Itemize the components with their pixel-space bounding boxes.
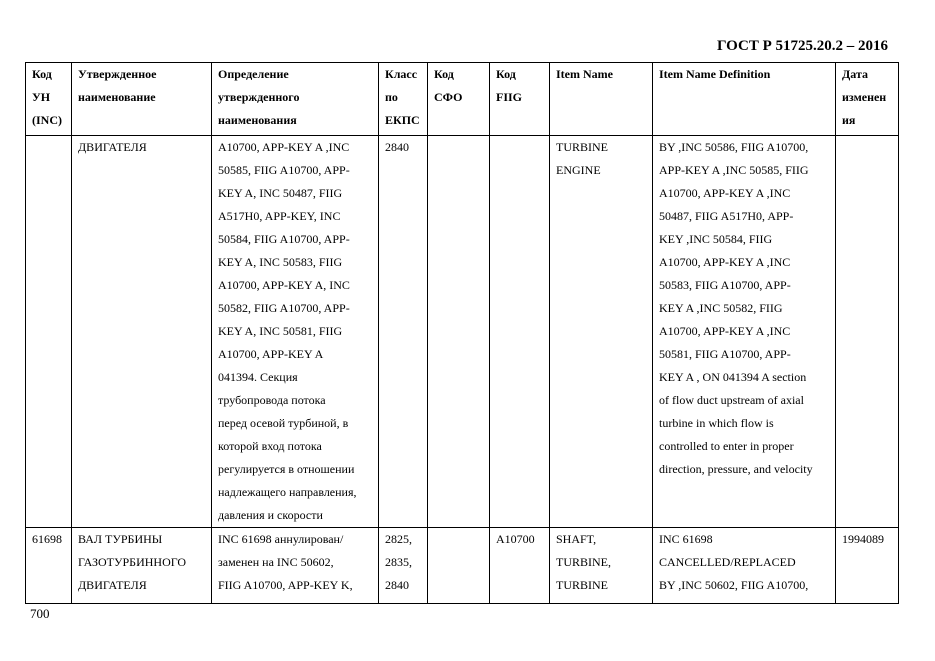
- table-cell: [550, 136, 653, 528]
- table-cell: [836, 136, 899, 528]
- cell-line: 2840: [385, 578, 409, 592]
- cell-line: ДВИГАТЕЛЯ: [78, 140, 147, 154]
- header-line: УН: [32, 90, 51, 104]
- cell-line: A10700, APP-KEY A ,INC: [218, 140, 350, 154]
- column-header: [428, 63, 490, 136]
- cell-line: 2835,: [385, 555, 412, 569]
- cell-line: A10700, APP-KEY A ,INC: [659, 324, 791, 338]
- column-header: [72, 63, 212, 136]
- cell-line: KEY A, INC 50487, FIIG: [218, 186, 343, 200]
- cell-line: трубопровода потока: [218, 393, 326, 407]
- header-line: ия: [842, 113, 856, 127]
- column-header: [26, 63, 72, 136]
- table-cell: [72, 136, 212, 528]
- cell-line: SHAFT,: [556, 532, 597, 546]
- table-cell: [212, 136, 379, 528]
- table-cell: [212, 528, 379, 604]
- cell-line: 2825,: [385, 532, 412, 546]
- header-line: Утвержденное: [78, 67, 157, 81]
- cell-line: INC 61698 аннулирован/: [218, 532, 344, 546]
- cell-line: A10700, APP-KEY A, INC: [218, 278, 350, 292]
- cell-line: ГАЗОТУРБИННОГО: [78, 555, 187, 569]
- cell-line: BY ,INC 50602, FIIG A10700,: [659, 578, 809, 592]
- cell-line: 50585, FIIG A10700, APP-: [218, 163, 350, 177]
- cell-line: 041394. Секция: [218, 370, 298, 384]
- header-line: Код: [496, 67, 516, 81]
- column-header: [550, 63, 653, 136]
- table-cell: [428, 528, 490, 604]
- cell-line: A10700, APP-KEY A ,INC: [659, 186, 791, 200]
- cell-line: 50583, FIIG A10700, APP-: [659, 278, 791, 292]
- cell-line: которой вход потока: [218, 439, 322, 453]
- cell-line: controlled to enter in proper: [659, 439, 794, 453]
- header-line: Item Name Definition: [659, 67, 771, 81]
- cell-line: APP-KEY A ,INC 50585, FIIG: [659, 163, 809, 177]
- cell-line: of flow duct upstream of axial: [659, 393, 804, 407]
- header-line: наименование: [78, 90, 156, 104]
- cell-line: A10700, APP-KEY A ,INC: [659, 255, 791, 269]
- table-cell: [836, 528, 899, 604]
- cell-line: регулируется в отношении: [218, 462, 355, 476]
- header-line: утвержденного: [218, 90, 300, 104]
- cell-line: надлежащего направления,: [218, 485, 357, 499]
- cell-line: A10700, APP-KEY A: [218, 347, 324, 361]
- cell-line: 2840: [385, 140, 409, 154]
- cell-line: INC 61698: [659, 532, 713, 546]
- header-line: Item Name: [556, 67, 613, 81]
- table-cell: [653, 528, 836, 604]
- cell-line: KEY A ,INC 50582, FIIG: [659, 301, 783, 315]
- header-line: ЕКПС: [385, 113, 420, 127]
- cell-line: A517H0, APP-KEY, INC: [218, 209, 341, 223]
- cell-line: A10700: [496, 532, 535, 546]
- header-line: (INC): [32, 113, 62, 127]
- table-cell: [653, 136, 836, 528]
- cell-line: FIIG A10700, APP-KEY K,: [218, 578, 353, 592]
- data-table: [25, 62, 899, 604]
- cell-line: TURBINE,: [556, 555, 611, 569]
- cell-line: CANCELLED/REPLACED: [659, 555, 796, 569]
- cell-line: KEY ,INC 50584, FIIG: [659, 232, 773, 246]
- header-line: изменен: [842, 90, 887, 104]
- page-number: 700: [30, 606, 50, 621]
- column-header: [836, 63, 899, 136]
- cell-line: 50581, FIIG A10700, APP-: [659, 347, 791, 361]
- table-cell: [72, 528, 212, 604]
- cell-line: direction, pressure, and velocity: [659, 462, 813, 476]
- column-header: [212, 63, 379, 136]
- cell-line: 61698: [32, 532, 62, 546]
- column-header: [653, 63, 836, 136]
- table-row: [26, 136, 899, 528]
- column-header: [379, 63, 428, 136]
- header-line: Код: [434, 67, 454, 81]
- header-line: Определение: [218, 67, 289, 81]
- table-cell: [490, 136, 550, 528]
- cell-line: KEY A, INC 50583, FIIG: [218, 255, 343, 269]
- header-line: наименования: [218, 113, 297, 127]
- table-row: [26, 528, 899, 604]
- cell-line: ВАЛ ТУРБИНЫ: [78, 532, 163, 546]
- cell-line: 50584, FIIG A10700, APP-: [218, 232, 350, 246]
- cell-line: заменен на INC 50602,: [218, 555, 334, 569]
- table-cell: [490, 528, 550, 604]
- cell-line: KEY A, INC 50581, FIIG: [218, 324, 343, 338]
- table-cell: [428, 136, 490, 528]
- document-title: ГОСТ Р 51725.20.2 – 2016: [716, 38, 888, 54]
- cell-line: TURBINE: [556, 578, 608, 592]
- cell-line: 1994089: [842, 532, 884, 546]
- table-header-row: [26, 63, 899, 136]
- header-line: СФО: [434, 90, 463, 104]
- table-cell: [379, 528, 428, 604]
- cell-line: TURBINE: [556, 140, 608, 154]
- cell-line: давления и скорости: [218, 508, 323, 522]
- table-cell: [379, 136, 428, 528]
- cell-line: KEY A , ON 041394 A section: [659, 370, 807, 384]
- cell-line: 50582, FIIG A10700, APP-: [218, 301, 350, 315]
- cell-line: 50487, FIIG A517H0, APP-: [659, 209, 794, 223]
- header-line: Класс: [385, 67, 418, 81]
- table-cell: [550, 528, 653, 604]
- table-cell: [26, 136, 72, 528]
- header-line: по: [385, 90, 398, 104]
- cell-line: ДВИГАТЕЛЯ: [78, 578, 147, 592]
- cell-line: перед осевой турбиной, в: [218, 416, 349, 430]
- header-line: Код: [32, 67, 52, 81]
- column-header: [490, 63, 550, 136]
- header-line: FIIG: [496, 90, 523, 104]
- cell-line: ENGINE: [556, 163, 601, 177]
- cell-line: BY ,INC 50586, FIIG A10700,: [659, 140, 809, 154]
- cell-line: turbine in which flow is: [659, 416, 774, 430]
- table-cell: [26, 528, 72, 604]
- header-line: Дата: [842, 67, 868, 81]
